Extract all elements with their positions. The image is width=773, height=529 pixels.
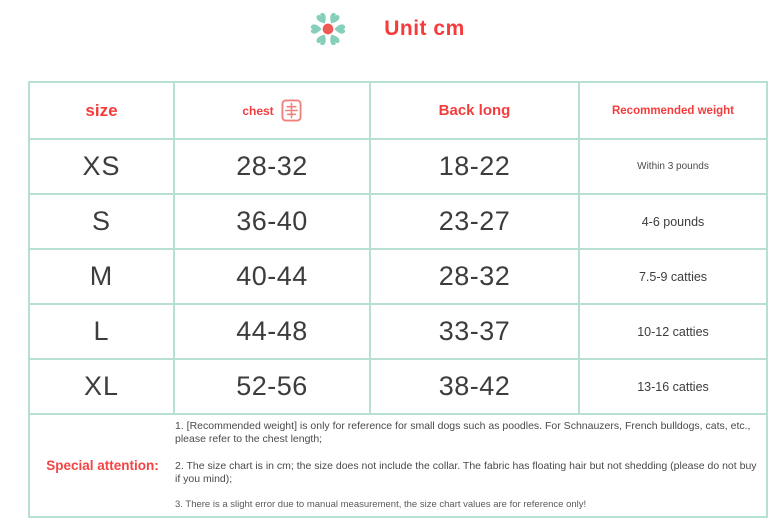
table-row	[30, 359, 766, 414]
back-value: 38-42	[370, 359, 579, 414]
chest-value: 52-56	[174, 359, 370, 414]
weight-value: Within 3 pounds	[579, 139, 766, 194]
note-item: 3. There is a slight error due to manual measurement, the size chart values are for reference only!	[175, 498, 587, 510]
column-header-chest	[174, 83, 370, 139]
table-row	[30, 139, 766, 194]
chest-value: 28-32	[174, 139, 370, 194]
back-value: 28-32	[370, 249, 579, 304]
size-value: XL	[30, 359, 174, 414]
column-header-size-label: size	[85, 100, 118, 120]
column-header-recommended-weight	[579, 83, 766, 139]
size-value: S	[30, 194, 174, 249]
flower-icon	[308, 9, 348, 49]
table-header-row	[30, 83, 766, 139]
weight-value: 7.5-9 catties	[579, 249, 766, 304]
page-header	[0, 6, 773, 52]
column-header-size	[30, 83, 174, 139]
special-attention-label: Special attention:	[46, 458, 159, 473]
column-header-back-long-label: Back long	[438, 102, 511, 119]
table-row	[30, 194, 766, 249]
size-value: XS	[30, 139, 174, 194]
note-item: 1. [Recommended weight] is only for reference for small dogs such as poodles. For Schnauzers, French bulldogs, cats, etc., please refer to the chest length;	[175, 420, 751, 446]
weight-value: 4-6 pounds	[579, 194, 766, 249]
column-header-recommended-weight-label: Recommended weight	[611, 104, 735, 117]
chest-value: 44-48	[174, 304, 370, 359]
chest-circumference-stamp-icon	[281, 99, 302, 122]
column-header-back-long	[370, 83, 579, 139]
notes-list	[175, 420, 766, 510]
chest-value: 40-44	[174, 249, 370, 304]
special-attention-section	[30, 415, 766, 516]
column-header-chest-label: chest	[242, 103, 274, 118]
chest-value: 36-40	[174, 194, 370, 249]
size-value: M	[30, 249, 174, 304]
back-value: 18-22	[370, 139, 579, 194]
back-value: 33-37	[370, 304, 579, 359]
size-chart-box	[28, 81, 768, 518]
table-row	[30, 249, 766, 304]
weight-value: 10-12 catties	[579, 304, 766, 359]
page-title: Unit cm	[384, 17, 465, 40]
size-value: L	[30, 304, 174, 359]
back-value: 23-27	[370, 194, 579, 249]
size-table	[30, 83, 766, 415]
weight-value: 13-16 catties	[579, 359, 766, 414]
table-row	[30, 304, 766, 359]
note-item: 2. The size chart is in cm; the size does not include the collar. The fabric has floating hair but not shedding (please do not buy if you mind);	[175, 459, 757, 485]
